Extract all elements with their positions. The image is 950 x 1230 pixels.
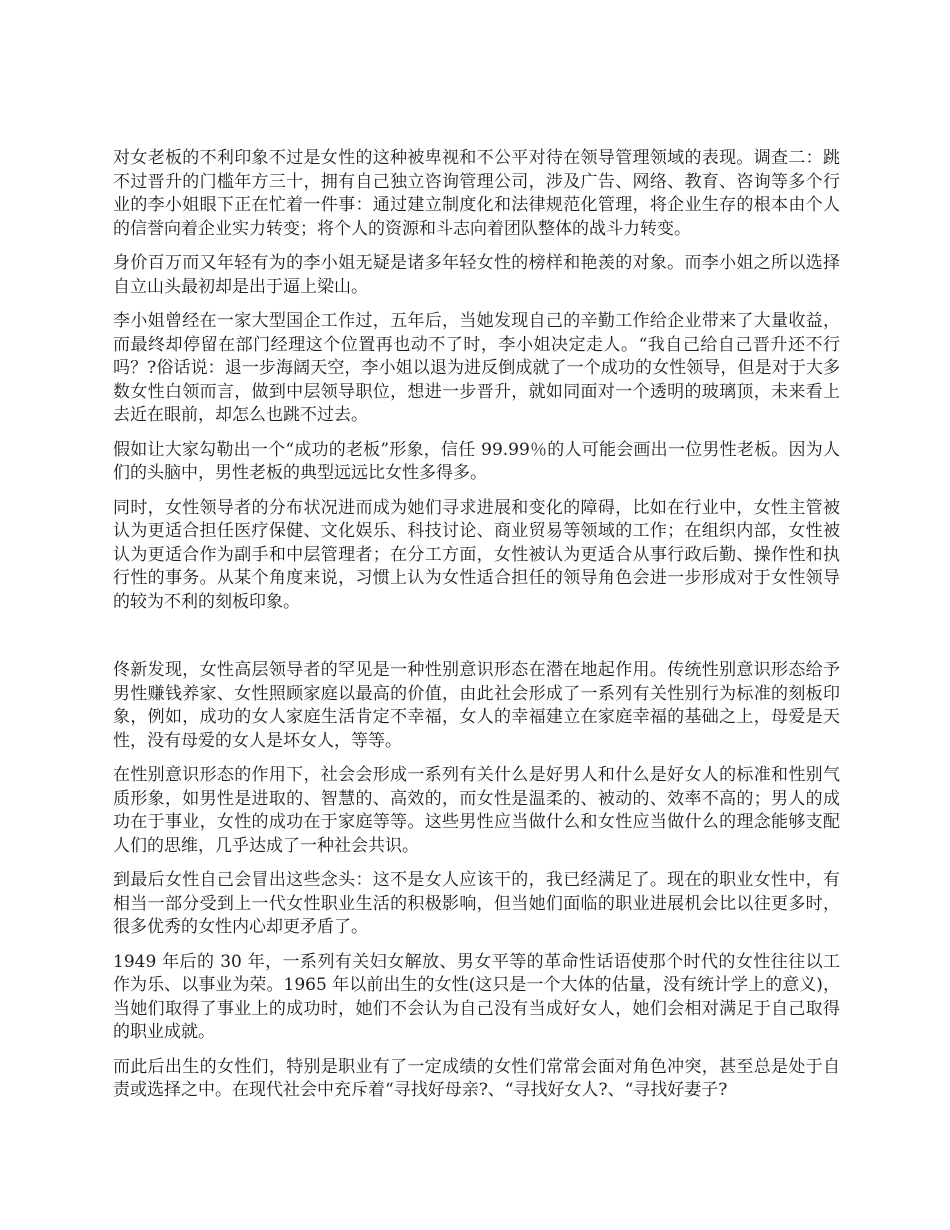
paragraph-9: 1949 年后的 30 年，一系列有关妇女解放、男女平等的革命性话语使那个时代的女性往往以工作为乐、以事业为荣。1965 年以前出生的女性(这只是一个大体的估量，没有统计学上的意义)，当她们取得了事业上的成功时，她们不会认为自己没有当成好女人，她们会相对满足于自己取得的职业成就。 [113,951,840,1042]
paragraph-4: 假如让大家勾勒出一个“成功的老板”形象，信任 99.99％的人可能会画出一位男性老板。因为人们的头脑中，男性老板的典型远远比女性多得多。 [113,439,840,483]
paragraph-10: 而此后出生的女性们，特别是职业有了一定成绩的女性们常常会面对角色冲突，甚至总是处于自责或选择之中。在现代社会中充斥着“寻找好母亲?、“寻找好女人?、“寻找好妻子? [113,1056,840,1100]
document-body [113,147,840,1114]
paragraph-2: 身价百万而又年轻有为的李小姐无疑是诸多年轻女性的榜样和艳羡的对象。而李小姐之所以选择自立山头最初却是出于逼上梁山。 [113,253,840,297]
paragraph-3: 李小姐曾经在一家大型国企工作过，五年后，当她发现自己的辛勤工作给企业带来了大量收益，而最终却停留在部门经理这个位置再也动不了时，李小姐决定走人。“我自己给自己晋升还不行吗？?俗话说：退一步海阔天空，李小姐以退为进反倒成就了一个成功的女性领导，但是对于大多数女性白领而言，做到中层领导职位，想进一步晋升，就如同面对一个透明的玻璃顶，未来看上去近在眼前，却怎么也跳不过去。 [113,311,840,425]
paragraph-5: 同时，女性领导者的分布状况进而成为她们寻求进展和变化的障碍，比如在行业中，女性主管被认为更适合担任医疗保健、文化娱乐、科技讨论、商业贸易等领域的工作；在组织内部，女性被认为更适合作为副手和中层管理者；在分工方面，女性被认为更适合从事行政后勤、操作性和执行性的事务。从某个角度来说，习惯上认为女性适合担任的领导角色会进一步形成对于女性领导的较为不利的刻板印象。 [113,497,840,612]
paragraph-7: 在性别意识形态的作用下，社会会形成一系列有关什么是好男人和什么是好女人的标准和性别气质形象，如男性是进取的、智慧的、高效的，而女性是温柔的、被动的、效率不高的；男人的成功在于事业，女性的成功在于家庭等等。这些男性应当做什么和女性应当做什么的理念能够支配人们的思维，几乎达成了一种社会共识。 [113,765,840,856]
paragraph-6: 佟新发现，女性高层领导者的罕见是一种性别意识形态在潜在地起作用。传统性别意识形态给予男性赚钱养家、女性照顾家庭以最高的价值，由此社会形成了一系列有关性别行为标准的刻板印象，例如，成功的女人家庭生活肯定不幸福，女人的幸福建立在家庭幸福的基础之上，母爱是天性，没有母爱的女人是坏女人，等等。 [113,660,840,751]
paragraph-1: 对女老板的不利印象不过是女性的这种被卑视和不公平对待在领导管理领域的表现。调查二：跳不过晋升的门槛年方三十，拥有自己独立咨询管理公司，涉及广告、网络、教育、咨询等多个行业的李小姐眼下正在忙着一件事：通过建立制度化和法律规范化管理，将企业生存的根本由个人的信誉向着企业实力转变；将个人的资源和斗志向着团队整体的战斗力转变。 [113,148,840,239]
paragraph-8: 到最后女性自己会冒出这些念头：这不是女人应该干的，我已经满足了。现在的职业女性中，有相当一部分受到上一代女性职业生活的积极影响，但当她们面临的职业进展机会比以往更多时，很多优秀的女性内心却更矛盾了。 [113,870,840,937]
